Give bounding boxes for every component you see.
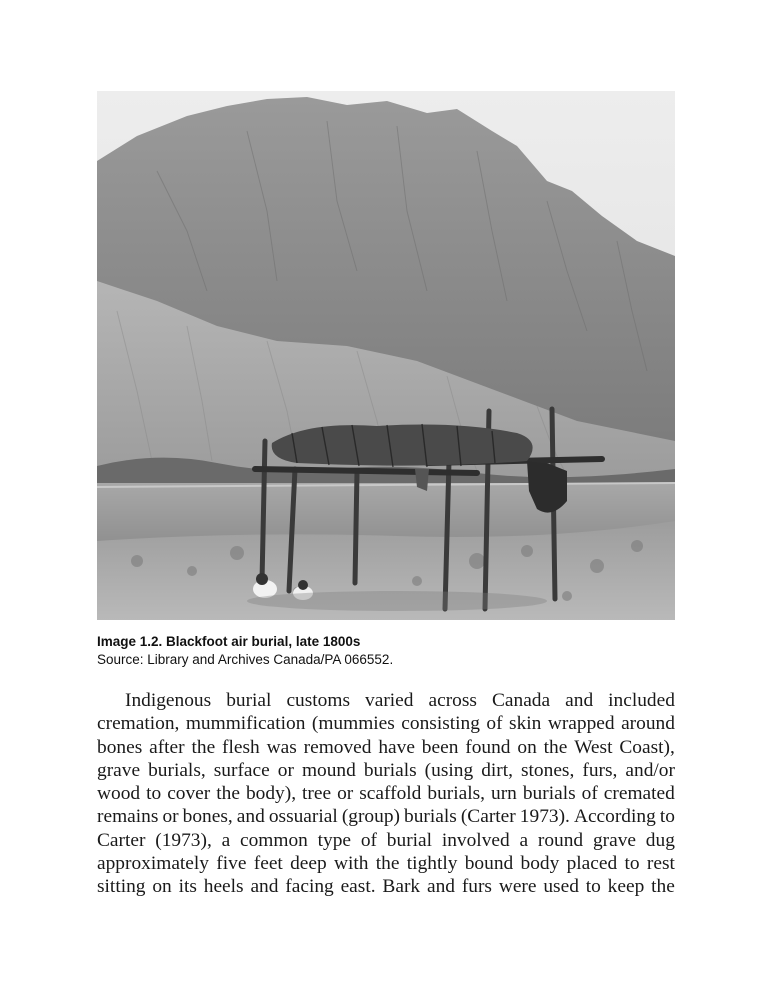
paragraph-line: approximately five feet deep with the tightly bound body placed to rest bbox=[97, 853, 675, 875]
body-paragraph bbox=[97, 689, 675, 899]
caption-source: Source: Library and Archives Canada/PA 066552. bbox=[97, 652, 394, 667]
paragraph-line: Carter (1973), a common type of burial involved a round grave dug bbox=[97, 829, 675, 851]
burial-photo bbox=[97, 91, 675, 620]
caption-title: Image 1.2. Blackfoot air burial, late 1800s bbox=[97, 634, 361, 649]
paragraph-line: grave burials, surface or mound burials (using dirt, stones, furs, and/or bbox=[97, 759, 675, 781]
paragraph-line: Indigenous burial customs varied across Canada and included bbox=[125, 690, 675, 711]
paragraph-line: wood to cover the body), tree or scaffold burials, urn burials of cremated bbox=[97, 783, 675, 805]
burial-photo-graphic bbox=[97, 91, 675, 620]
paragraph-line: remains or bones, and ossuarial (group) burials (Carter 1973). According to bbox=[97, 806, 675, 828]
paragraph-line: cremation, mummification (mummies consisting of skin wrapped around bbox=[97, 713, 675, 735]
paragraph-line: sitting on its heels and facing east. Bark and furs were used to keep the bbox=[97, 876, 675, 898]
figure-caption bbox=[97, 633, 675, 669]
paragraph-line: bones after the flesh was removed have been found on the West Coast), bbox=[97, 736, 675, 758]
